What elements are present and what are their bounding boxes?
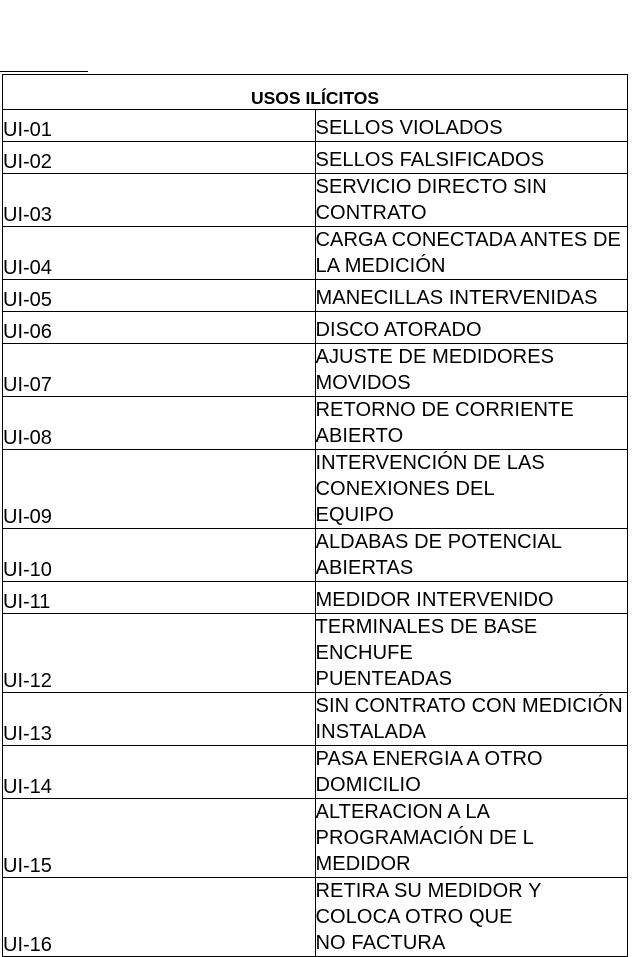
row-code: UI-11	[3, 582, 316, 614]
table-row	[3, 529, 628, 582]
table-row	[3, 450, 628, 529]
description-line: CARGA CONECTADA ANTES DE LA MEDICIÓN	[315, 229, 621, 277]
table-row	[3, 344, 628, 397]
row-code: UI-13	[3, 693, 316, 746]
row-code: UI-16	[3, 878, 316, 957]
row-description	[315, 344, 628, 397]
row-description	[315, 799, 628, 878]
row-description	[315, 878, 628, 957]
description-line: SERVICIO DIRECTO SIN CONTRATO	[315, 176, 547, 224]
table-row	[3, 693, 628, 746]
row-code: UI-05	[3, 280, 316, 312]
row-description	[315, 614, 628, 693]
table-row	[3, 312, 628, 344]
description-line: SIN CONTRATO CON MEDICIÓN INSTALADA	[315, 695, 623, 743]
row-code: UI-09	[3, 450, 316, 529]
table-row	[3, 878, 628, 957]
description-line: ALTERACION A LA PROGRAMACIÓN DE L	[315, 801, 534, 849]
table-row	[3, 582, 628, 614]
row-code: UI-04	[3, 227, 316, 280]
table-body	[3, 110, 628, 957]
row-description	[315, 142, 628, 174]
row-code: UI-06	[3, 312, 316, 344]
row-code: UI-10	[3, 529, 316, 582]
table-row	[3, 746, 628, 799]
description-line: EQUIPO	[315, 504, 394, 526]
description-line: MANECILLAS INTERVENIDAS	[315, 287, 598, 309]
table-row	[3, 280, 628, 312]
row-description	[315, 529, 628, 582]
table-row	[3, 174, 628, 227]
row-description	[315, 312, 628, 344]
description-line: DISCO ATORADO	[315, 319, 482, 341]
description-line: MEDIDOR INTERVENIDO	[315, 589, 554, 611]
row-code: UI-14	[3, 746, 316, 799]
row-description	[315, 227, 628, 280]
description-line: SELLOS FALSIFICADOS	[315, 149, 545, 171]
description-line: RETIRA SU MEDIDOR Y COLOCA OTRO QUE	[315, 880, 542, 928]
table-row	[3, 110, 628, 142]
row-description	[315, 397, 628, 450]
row-code: UI-12	[3, 614, 316, 693]
table-top-border-fragment	[0, 71, 88, 72]
row-description	[315, 582, 628, 614]
table-row	[3, 799, 628, 878]
description-line: INTERVENCIÓN DE LAS CONEXIONES DEL	[315, 452, 545, 500]
illicit-uses-table	[2, 74, 628, 957]
description-line: ALDABAS DE POTENCIAL ABIERTAS	[315, 531, 562, 579]
table-row	[3, 227, 628, 280]
row-description	[315, 746, 628, 799]
row-code: UI-07	[3, 344, 316, 397]
row-code: UI-01	[3, 110, 316, 142]
row-description	[315, 280, 628, 312]
row-description	[315, 693, 628, 746]
row-code: UI-03	[3, 174, 316, 227]
table-row	[3, 397, 628, 450]
row-code: UI-15	[3, 799, 316, 878]
table-row	[3, 614, 628, 693]
description-line: SELLOS VIOLADOS	[315, 117, 503, 139]
row-description	[315, 450, 628, 529]
row-code: UI-08	[3, 397, 316, 450]
row-description	[315, 110, 628, 142]
row-description	[315, 174, 628, 227]
description-line: AJUSTE DE MEDIDORES MOVIDOS	[315, 346, 555, 394]
description-line: NO FACTURA	[315, 932, 446, 954]
table-row	[3, 142, 628, 174]
description-line: RETORNO DE CORRIENTE ABIERTO	[315, 399, 574, 447]
description-line: MEDIDOR	[315, 853, 411, 875]
table-title: USOS ILÍCITOS	[3, 75, 628, 110]
description-line: PUENTEADAS	[315, 668, 453, 690]
description-line: TERMINALES DE BASE ENCHUFE	[315, 616, 538, 664]
description-line: PASA ENERGIA A OTRO DOMICILIO	[315, 748, 543, 796]
row-code: UI-02	[3, 142, 316, 174]
